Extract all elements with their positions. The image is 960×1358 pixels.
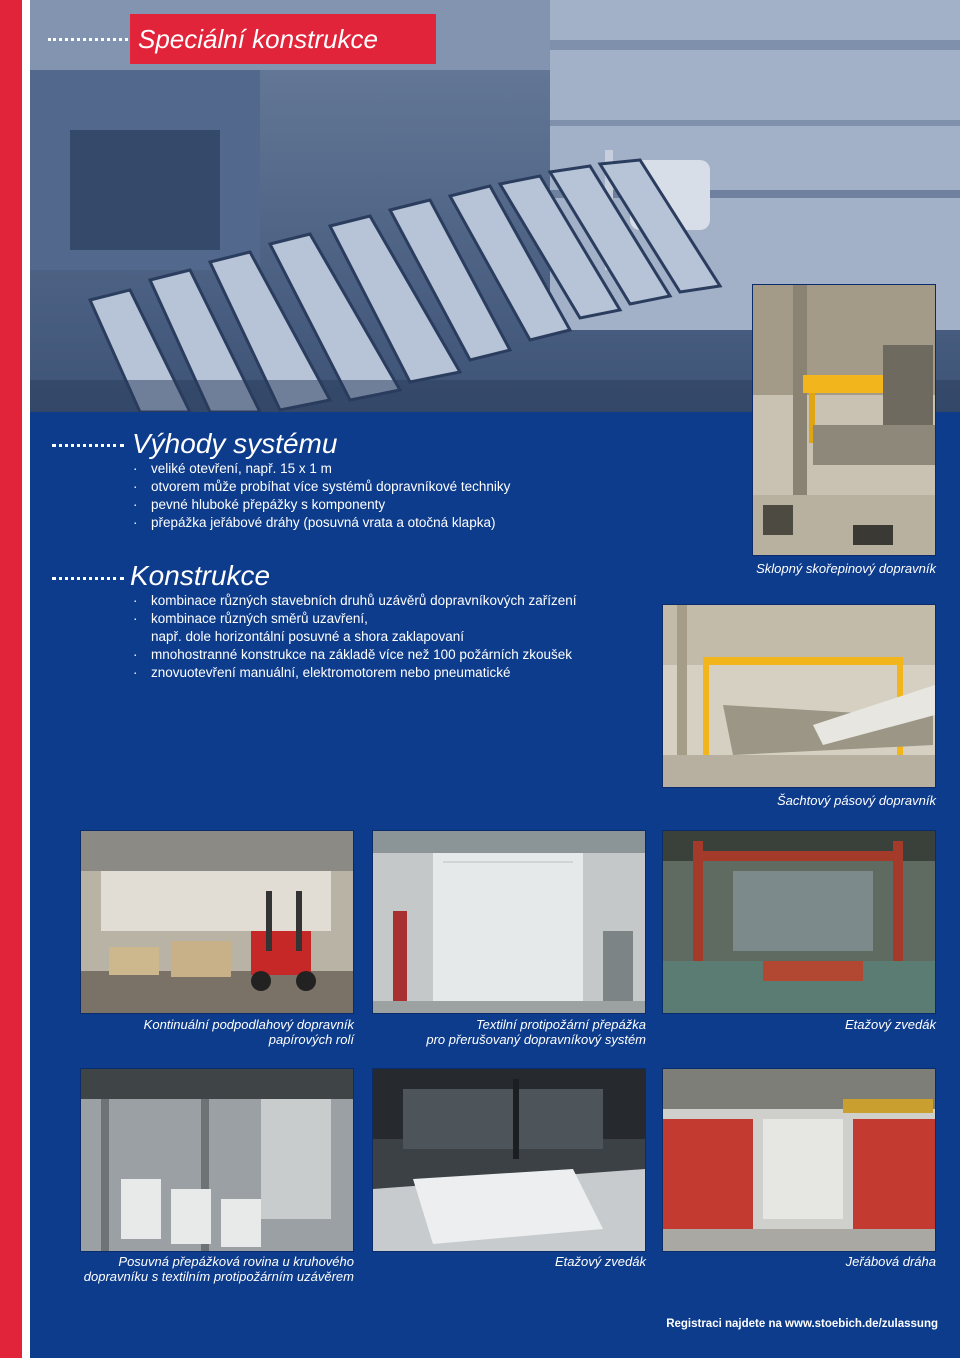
title-dotted-leader xyxy=(48,38,128,41)
caption-textilni xyxy=(372,1017,646,1047)
list-item-text: kombinace různých směrů uzavření, xyxy=(151,611,368,626)
page-title: Speciální konstrukce xyxy=(130,14,436,64)
caption-etazovy-2 xyxy=(372,1254,646,1269)
caption-line: pro přerušovaný dopravníkový systém xyxy=(426,1032,646,1047)
bullet: · xyxy=(133,497,138,512)
list-item xyxy=(131,460,651,478)
list-item-text: veliké otevření, např. 15 x 1 m xyxy=(151,461,332,476)
photo-sklopny-dopravnik xyxy=(752,284,936,556)
list-item xyxy=(131,514,651,532)
list-item xyxy=(131,664,661,682)
caption-line: Posuvná přepážková rovina u kruhového xyxy=(118,1254,354,1269)
list-item-text: otvorem může probíhat více systémů dopravníkové techniky xyxy=(151,479,511,494)
list-item xyxy=(131,592,661,610)
caption-posuvna xyxy=(80,1254,354,1284)
bullet: · xyxy=(133,515,138,530)
bullet: · xyxy=(133,665,138,680)
photo-kontinualni-dopravnik xyxy=(80,830,354,1014)
list-item xyxy=(131,610,661,628)
caption-line: papírových rolí xyxy=(268,1032,354,1047)
left-red-bar xyxy=(0,0,22,1358)
list-item xyxy=(131,646,661,664)
photo-textilni-prepazka xyxy=(372,830,646,1014)
caption-sachtovy: Šachtový pásový dopravník xyxy=(777,793,936,808)
bullet: · xyxy=(133,647,138,662)
section1-dotted-leader xyxy=(52,444,124,447)
caption-sklopny: Sklopný skořepinový dopravník xyxy=(756,561,936,576)
photo-etazovy-zvedak-1 xyxy=(662,830,936,1014)
list-item-text: kombinace různých stavebních druhů uzávěrů dopravníkových zařízení xyxy=(151,593,577,608)
bullet: · xyxy=(133,461,138,476)
list-item xyxy=(131,478,651,496)
konstrukce-list xyxy=(131,592,661,682)
caption-line: Etažový zvedák xyxy=(554,1254,646,1269)
list-item-text: např. dole horizontální posuvné a shora zaklapovaní xyxy=(151,629,464,644)
list-item-text: znovuotevření manuální, elektromotorem nebo pneumatické xyxy=(151,665,511,680)
section2-dotted-leader xyxy=(52,577,124,580)
list-item-text: přepážka jeřábové dráhy (posuvná vrata a otočná klapka) xyxy=(151,515,496,530)
vyhody-list xyxy=(131,460,651,532)
bullet: · xyxy=(133,479,138,494)
bullet: · xyxy=(133,611,138,626)
list-item-text: mnohostranné konstrukce na základě více než 100 požárních zkoušek xyxy=(151,647,572,662)
caption-line: Jeřábová dráha xyxy=(845,1254,936,1269)
section-heading-vyhody: Výhody systému xyxy=(132,428,338,459)
photo-posuvna-rovina xyxy=(80,1068,354,1252)
caption-jerabova xyxy=(662,1254,936,1269)
section-heading-konstrukce: Konstrukce xyxy=(130,560,271,591)
list-item xyxy=(131,496,651,514)
photo-jerabova-draha xyxy=(662,1068,936,1252)
list-item-text: pevné hluboké přepážky s komponenty xyxy=(151,497,386,512)
caption-line: dopravníku s textilním protipožárním uzávěrem xyxy=(83,1269,354,1284)
caption-kontinualni xyxy=(80,1017,354,1047)
caption-line: Kontinuální podpodlahový dopravník xyxy=(143,1017,354,1032)
caption-line: Etažový zvedák xyxy=(844,1017,936,1032)
caption-etazovy-1 xyxy=(662,1017,936,1032)
list-item-continuation xyxy=(131,628,661,646)
caption-line: Textilní protipožární přepážka xyxy=(475,1017,646,1032)
photo-etazovy-zvedak-2 xyxy=(372,1068,646,1252)
left-divider xyxy=(22,0,30,1358)
bullet: · xyxy=(133,593,138,608)
footer-registration-link[interactable]: Registraci najdete na www.stoebich.de/zulassung xyxy=(666,1318,938,1330)
photo-sachtovy-dopravnik xyxy=(662,604,936,788)
